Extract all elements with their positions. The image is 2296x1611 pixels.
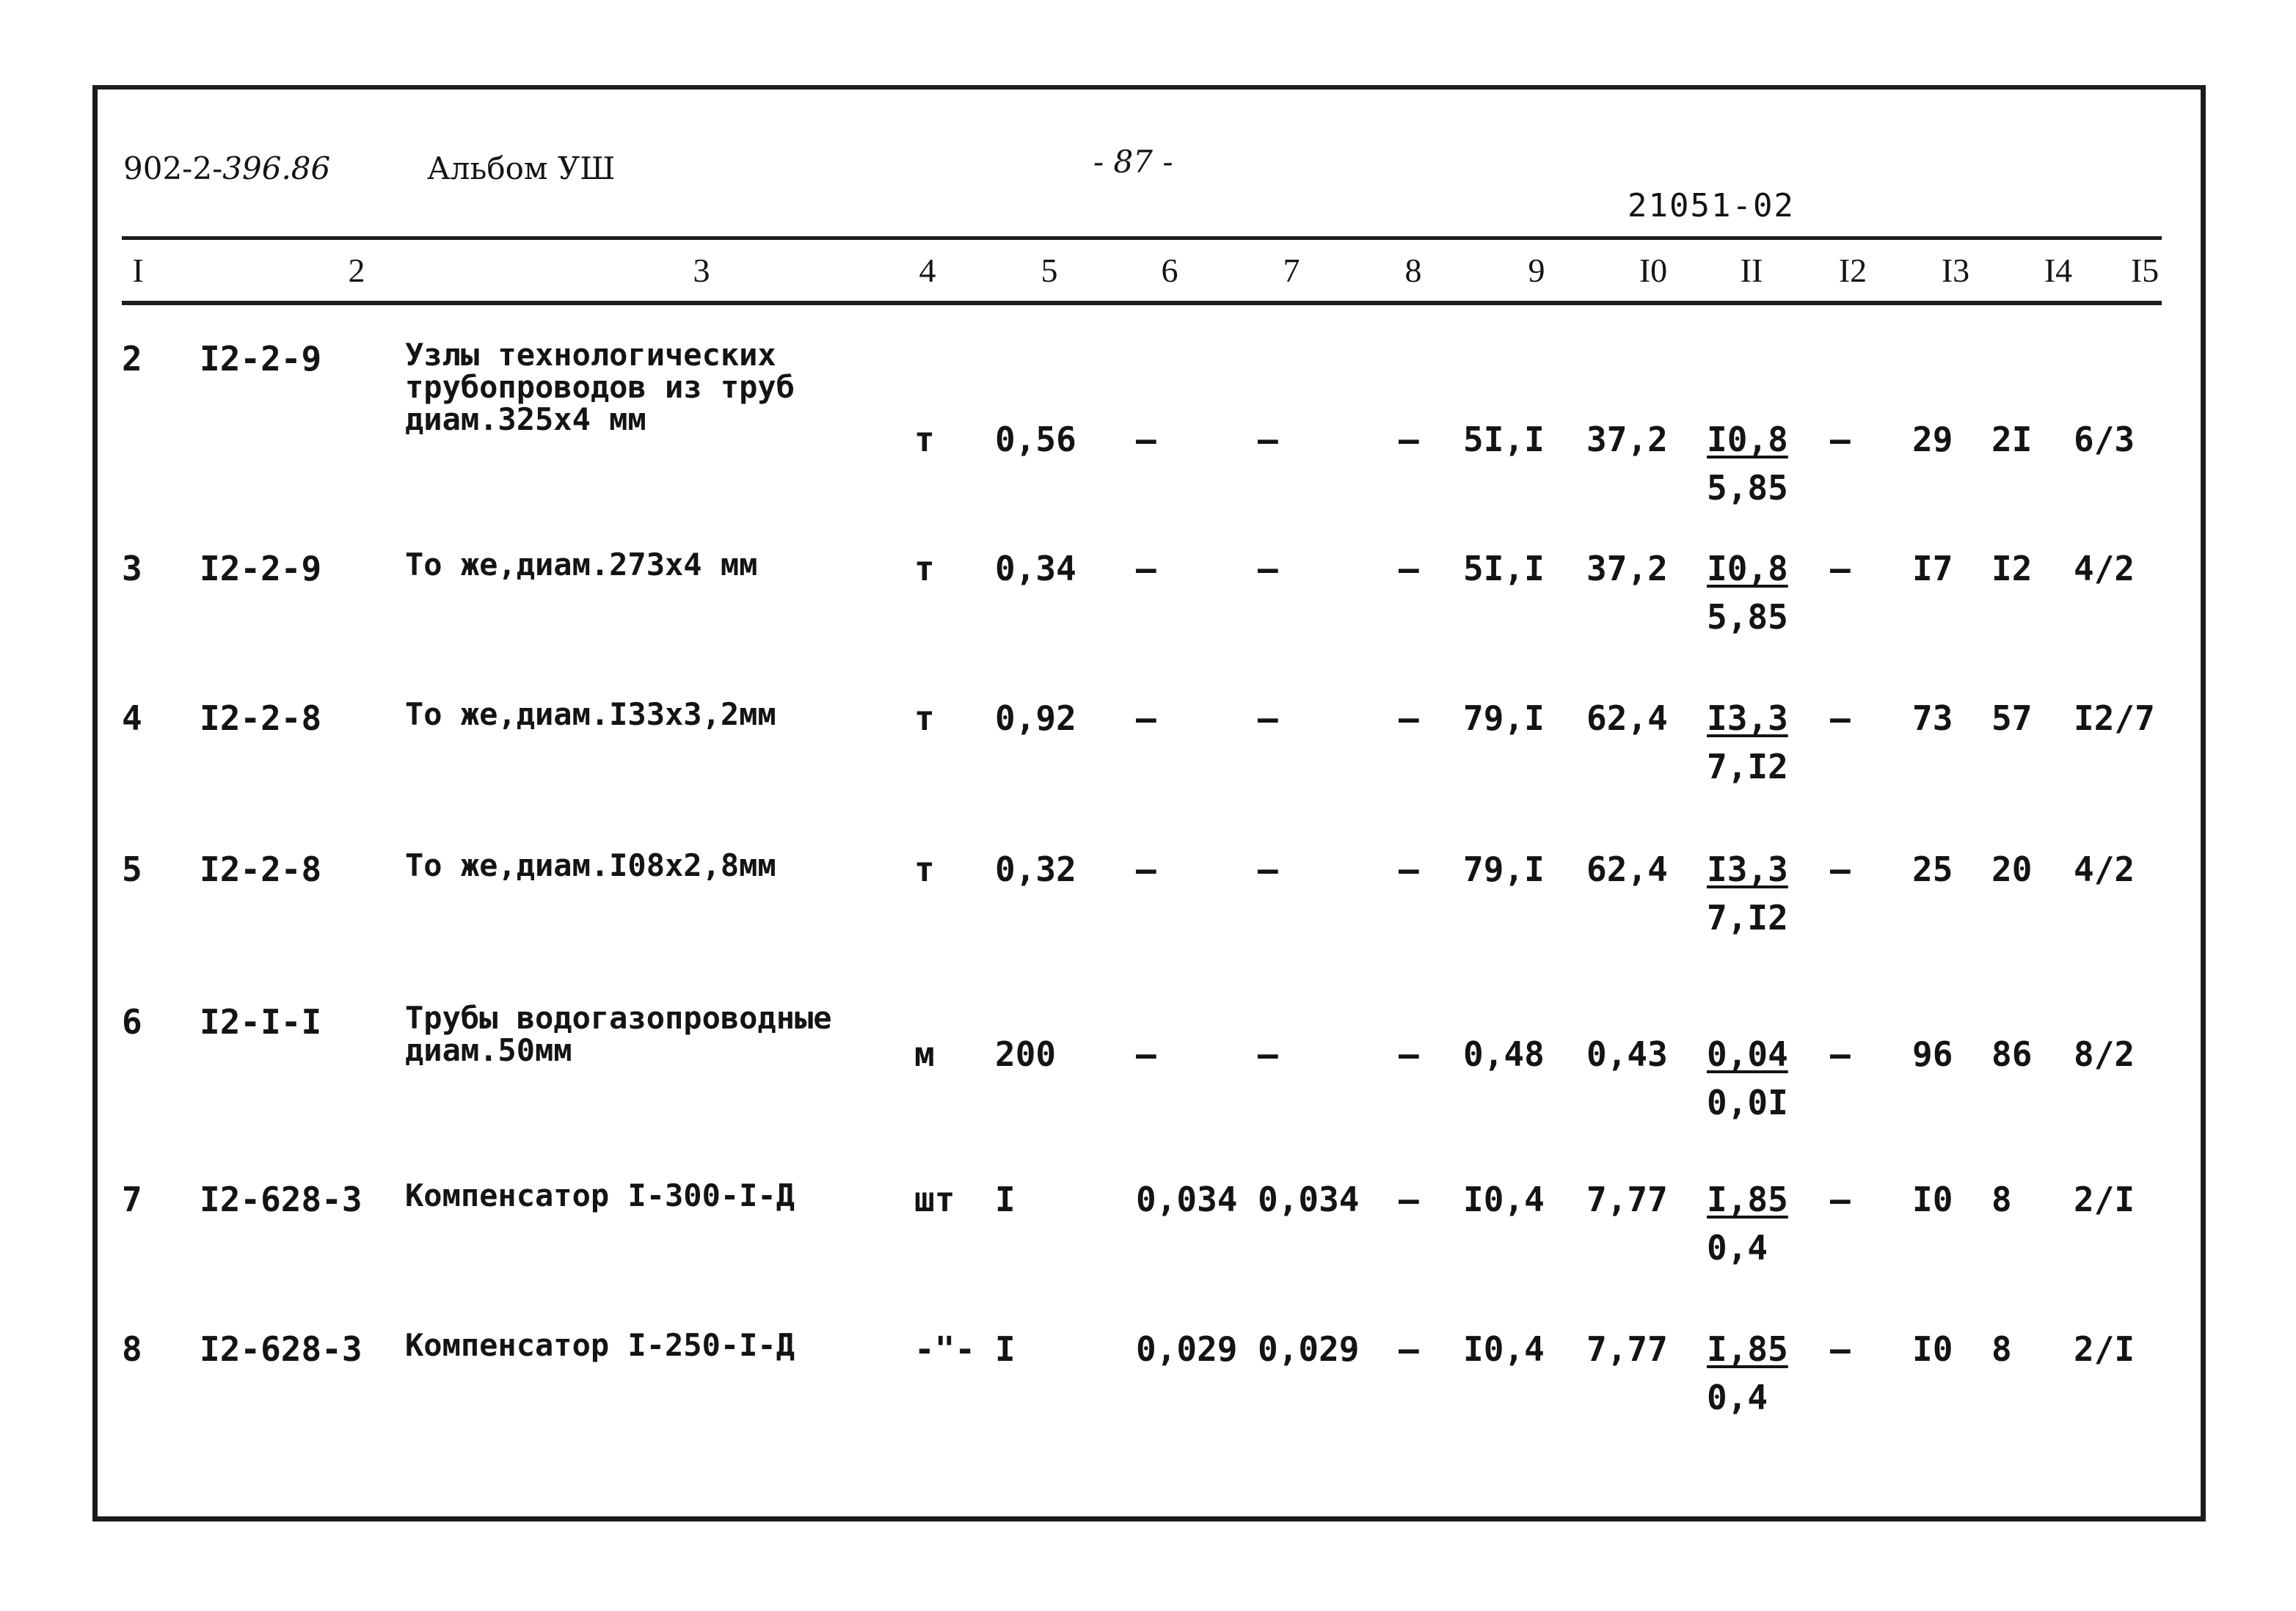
cell-c11-denominator: 0,0I (1707, 1083, 1788, 1122)
cell-c11-denominator: 7,I2 (1707, 898, 1788, 938)
cell-c11-numerator: I0,8 (1707, 549, 1788, 588)
cell-c15: 8/2 (2074, 1034, 2135, 1074)
cell-c13: 96 (1912, 1034, 1953, 1074)
cell-unit: -"- (914, 1329, 976, 1369)
cell-c9: 5I,I (1463, 549, 1545, 588)
cell-c10: 37,2 (1586, 420, 1668, 459)
cell-c8: – (1399, 1180, 1419, 1219)
col-header-13: I3 (1941, 252, 1970, 289)
cell-c15: 2/I (2074, 1329, 2135, 1369)
cell-c12: – (1830, 1329, 1851, 1369)
cell-c7: – (1258, 850, 1278, 889)
cell-code: I2-I-I (200, 1002, 322, 1042)
cell-c11-numerator: I0,8 (1707, 420, 1788, 459)
cell-c11-numerator: I3,3 (1707, 698, 1788, 738)
cell-c14: 2I (1991, 420, 2033, 459)
cell-c5: 0,34 (995, 549, 1076, 588)
cell-c12: – (1830, 1180, 1851, 1219)
cell-c10: 0,43 (1586, 1034, 1668, 1074)
cell-c9: 79,I (1463, 850, 1545, 889)
col-header-8: 8 (1404, 252, 1422, 289)
header-rule-bottom (122, 301, 2162, 305)
cell-n: 5 (122, 850, 142, 889)
cell-name: Трубы водогазопроводные диам.50мм (405, 1000, 832, 1068)
cell-c11-denominator: 7,I2 (1707, 747, 1788, 786)
cell-c9: 0,48 (1463, 1034, 1545, 1074)
cell-c8: – (1399, 850, 1419, 889)
cell-c13: I0 (1912, 1329, 1953, 1369)
cell-c5: 0,92 (995, 698, 1076, 738)
cell-c12: – (1830, 549, 1851, 588)
cell-c9: 79,I (1463, 698, 1545, 738)
cell-c13: I7 (1912, 549, 1953, 588)
cell-c8: – (1399, 1034, 1419, 1074)
cell-c5: I (995, 1329, 1016, 1369)
cell-c14: 20 (1991, 850, 2033, 889)
col-header-4: 4 (919, 252, 936, 289)
album-label: Альбом УШ (427, 150, 616, 186)
col-header-6: 6 (1161, 252, 1178, 289)
cell-unit: т (914, 850, 935, 889)
cell-c7: – (1258, 698, 1278, 738)
cell-c13: 25 (1912, 850, 1953, 889)
col-header-15: I5 (2130, 252, 2160, 289)
cell-c6: – (1136, 1034, 1156, 1074)
cell-c5: 0,56 (995, 420, 1076, 459)
cell-c8: – (1399, 420, 1419, 459)
cell-code: I2-2-8 (200, 850, 322, 889)
cell-c14: 86 (1991, 1034, 2033, 1074)
page-number: - 87 - (1093, 144, 1173, 180)
cell-c6: – (1136, 850, 1156, 889)
cell-c13: 29 (1912, 420, 1953, 459)
cell-c15: 2/I (2074, 1180, 2135, 1219)
cell-c7: – (1258, 549, 1278, 588)
cell-c7: 0,034 (1258, 1180, 1360, 1219)
cell-c10: 7,77 (1586, 1180, 1668, 1219)
cell-c6: 0,029 (1136, 1329, 1238, 1369)
cell-c8: – (1399, 549, 1419, 588)
cell-n: 7 (122, 1180, 142, 1219)
cell-c12: – (1830, 850, 1851, 889)
cell-unit: т (914, 420, 935, 459)
cell-c6: – (1136, 420, 1156, 459)
cell-name: Узлы технологических трубопроводов из труб диам.325х4 мм (405, 337, 795, 437)
cell-c10: 37,2 (1586, 549, 1668, 588)
cell-c9: I0,4 (1463, 1180, 1545, 1219)
cell-c14: 8 (1991, 1180, 2012, 1219)
cell-c9: I0,4 (1463, 1329, 1545, 1369)
cell-c6: – (1136, 549, 1156, 588)
cell-c11-numerator: I3,3 (1707, 850, 1788, 889)
cell-c13: 73 (1912, 698, 1953, 738)
col-header-2: 2 (348, 252, 365, 289)
cell-name: То же,диам.I08х2,8мм (405, 847, 776, 883)
cell-c12: – (1830, 1034, 1851, 1074)
cell-c5: 0,32 (995, 850, 1076, 889)
cell-c5: 200 (995, 1034, 1057, 1074)
cell-c15: I2/7 (2074, 698, 2155, 738)
cell-c14: I2 (1991, 549, 2033, 588)
col-header-12: I2 (1838, 252, 1867, 289)
cell-c13: I0 (1912, 1180, 1953, 1219)
cell-c10: 62,4 (1586, 698, 1668, 738)
doc-reference: 902-2-396.86 (123, 150, 331, 186)
cell-c7: – (1258, 1034, 1278, 1074)
cell-c8: – (1399, 1329, 1419, 1369)
cell-c5: I (995, 1180, 1016, 1219)
cell-unit: шт (914, 1180, 955, 1219)
cell-c8: – (1399, 698, 1419, 738)
col-header-10: I0 (1639, 252, 1668, 289)
cell-c15: 4/2 (2074, 850, 2135, 889)
cell-c12: – (1830, 420, 1851, 459)
cell-c11-numerator: I,85 (1707, 1329, 1788, 1369)
cell-c7: 0,029 (1258, 1329, 1360, 1369)
col-header-9: 9 (1528, 252, 1545, 289)
document-code: 21051-02 (1628, 187, 1795, 224)
header-rule-top (122, 236, 2162, 240)
cell-code: I2-2-9 (200, 549, 322, 588)
cell-unit: м (914, 1034, 935, 1074)
cell-n: 3 (122, 549, 142, 588)
cell-c11-denominator: 0,4 (1707, 1378, 1768, 1417)
cell-c10: 62,4 (1586, 850, 1668, 889)
cell-c12: – (1830, 698, 1851, 738)
col-header-11: II (1740, 252, 1763, 289)
cell-c15: 4/2 (2074, 549, 2135, 588)
cell-name: То же,диам.I33х3,2мм (405, 696, 776, 732)
cell-c11-denominator: 0,4 (1707, 1228, 1768, 1268)
cell-c11-numerator: 0,04 (1707, 1034, 1788, 1074)
cell-code: I2-2-9 (200, 339, 322, 379)
cell-name: Компенсатор I-250-I-Д (405, 1327, 795, 1363)
cell-unit: т (914, 698, 935, 738)
cell-c10: 7,77 (1586, 1329, 1668, 1369)
cell-c15: 6/3 (2074, 420, 2135, 459)
cell-c6: – (1136, 698, 1156, 738)
col-header-1: I (132, 252, 144, 289)
cell-n: 8 (122, 1329, 142, 1369)
cell-c14: 8 (1991, 1329, 2012, 1369)
cell-c6: 0,034 (1136, 1180, 1238, 1219)
col-header-14: I4 (2044, 252, 2073, 289)
cell-unit: т (914, 549, 935, 588)
cell-code: I2-628-3 (200, 1329, 362, 1369)
cell-name: Компенсатор I-300-I-Д (405, 1177, 795, 1213)
cell-c9: 5I,I (1463, 420, 1545, 459)
cell-n: 6 (122, 1002, 142, 1042)
cell-c11-denominator: 5,85 (1707, 468, 1788, 508)
col-header-5: 5 (1041, 252, 1058, 289)
cell-n: 2 (122, 339, 142, 379)
cell-code: I2-628-3 (200, 1180, 362, 1219)
col-header-7: 7 (1283, 252, 1300, 289)
cell-n: 4 (122, 698, 142, 738)
cell-c7: – (1258, 420, 1278, 459)
cell-c14: 57 (1991, 698, 2033, 738)
cell-c11-numerator: I,85 (1707, 1180, 1788, 1219)
cell-name: То же,диам.273х4 мм (405, 547, 758, 582)
col-header-3: 3 (693, 252, 710, 289)
cell-code: I2-2-8 (200, 698, 322, 738)
cell-c11-denominator: 5,85 (1707, 597, 1788, 637)
